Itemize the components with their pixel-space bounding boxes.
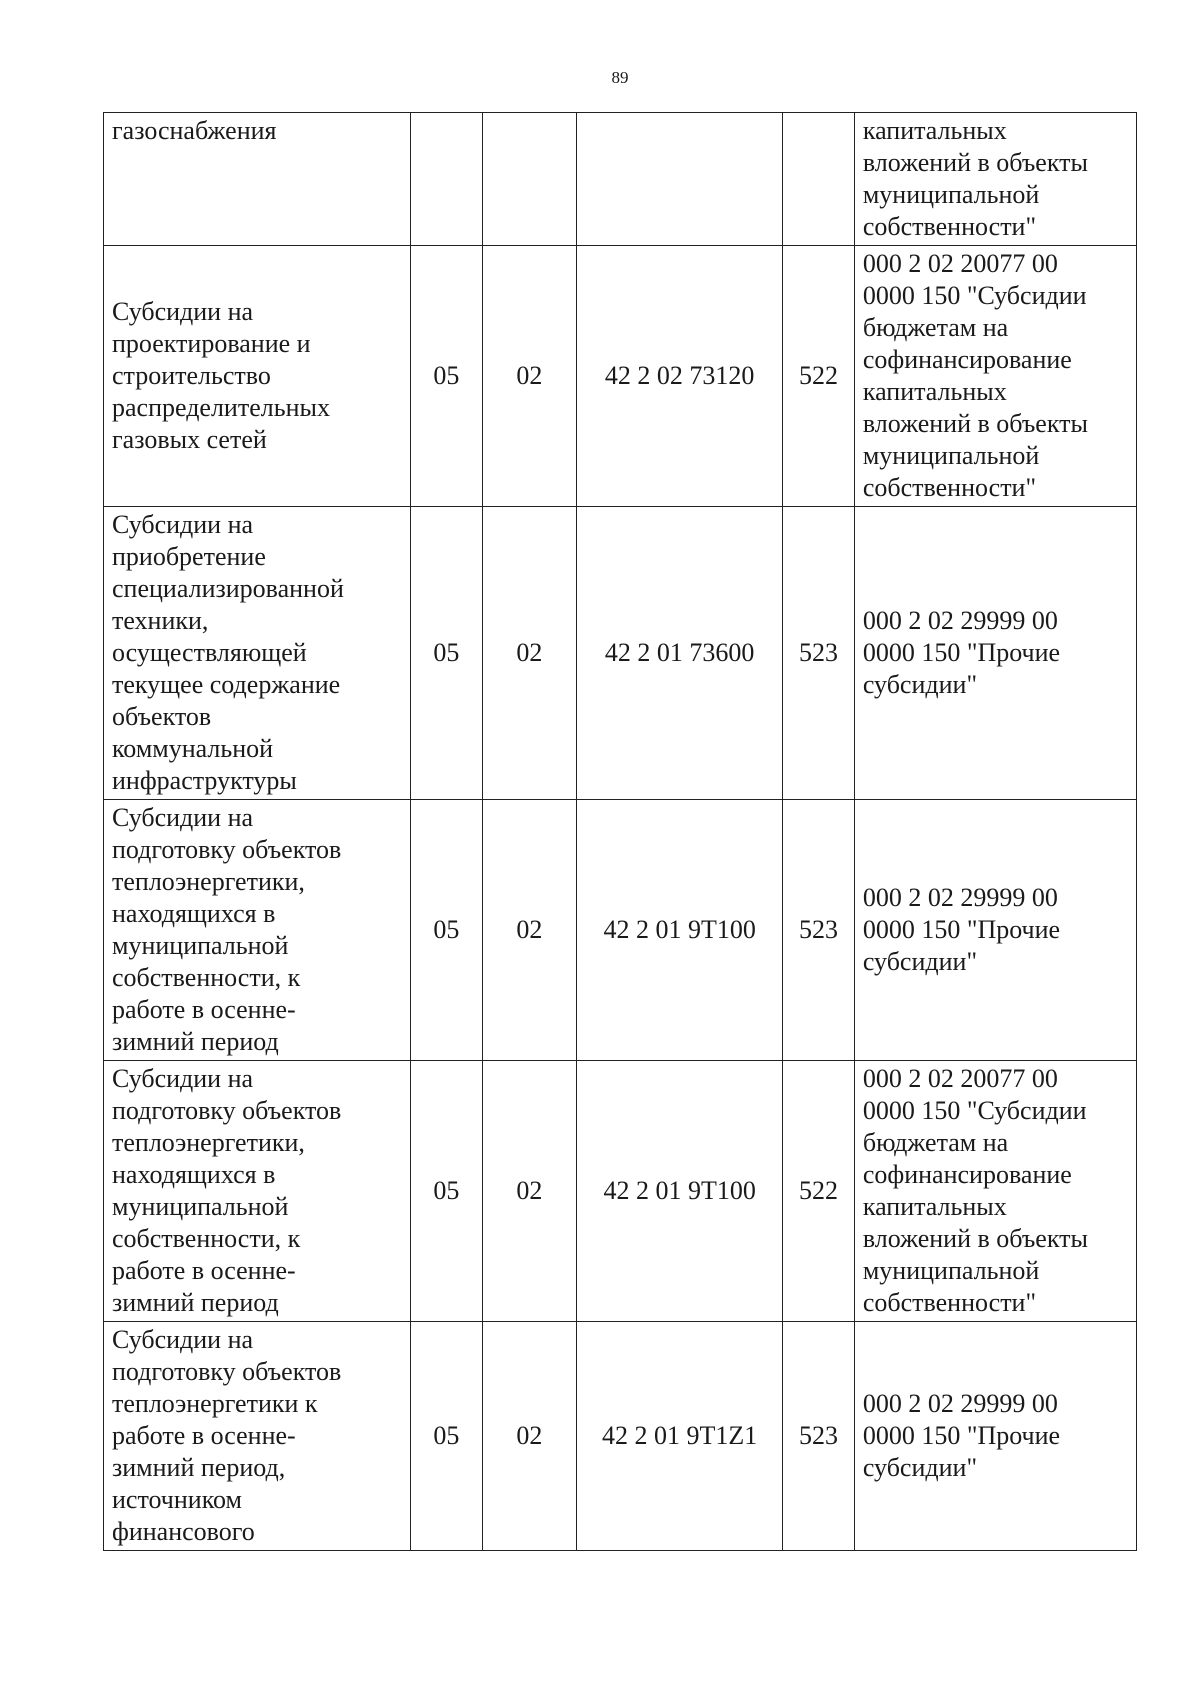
- target-code-cell: 42 2 01 9Т1Z1: [577, 1322, 783, 1551]
- expense-type-cell: 523: [783, 1322, 855, 1551]
- name-cell: газоснабжения: [104, 113, 411, 246]
- expense-type-cell: 522: [783, 246, 855, 507]
- subsection-cell: 02: [482, 1061, 576, 1322]
- table-row: [104, 246, 1137, 507]
- name-cell: Субсидии на подготовку объектов теплоэнергетики, находящихся в муниципальной собственности, к работе в осенне- зимний период: [104, 800, 411, 1061]
- table-row: [104, 113, 1137, 246]
- table-row: [104, 1322, 1137, 1551]
- expense-type-cell: 522: [783, 1061, 855, 1322]
- target-code-cell: 42 2 01 9Т100: [577, 1061, 783, 1322]
- subsection-cell: 02: [482, 800, 576, 1061]
- section-cell: 05: [411, 246, 483, 507]
- page-number: 89: [611, 68, 629, 87]
- subsection-cell: [482, 113, 576, 246]
- expense-type-cell: 523: [783, 507, 855, 800]
- name-cell: Субсидии на подготовку объектов теплоэнергетики к работе в осенне- зимний период, источником финансового: [104, 1322, 411, 1551]
- table-row: [104, 507, 1137, 800]
- section-cell: 05: [411, 1061, 483, 1322]
- revenue-code-cell: 000 2 02 29999 00 0000 150 "Прочие субсидии": [854, 507, 1136, 800]
- expense-type-cell: [783, 113, 855, 246]
- table-row: [104, 800, 1137, 1061]
- section-cell: 05: [411, 1322, 483, 1551]
- name-cell: Субсидии на подготовку объектов теплоэнергетики, находящихся в муниципальной собственности, к работе в осенне- зимний период: [104, 1061, 411, 1322]
- section-cell: [411, 113, 483, 246]
- section-cell: 05: [411, 800, 483, 1061]
- expense-type-cell: 523: [783, 800, 855, 1061]
- revenue-code-cell: капитальных вложений в объекты муниципальной собственности": [854, 113, 1136, 246]
- name-cell: Субсидии на проектирование и строительство распределительных газовых сетей: [104, 246, 411, 507]
- target-code-cell: 42 2 02 73120: [577, 246, 783, 507]
- subsection-cell: 02: [482, 1322, 576, 1551]
- revenue-code-cell: 000 2 02 20077 00 0000 150 "Субсидии бюджетам на софинансирование капитальных вложений в объекты муниципальной собственности": [854, 1061, 1136, 1322]
- revenue-code-cell: 000 2 02 29999 00 0000 150 "Прочие субсидии": [854, 1322, 1136, 1551]
- section-cell: 05: [411, 507, 483, 800]
- budget-table: [103, 112, 1137, 1551]
- target-code-cell: 42 2 01 9Т100: [577, 800, 783, 1061]
- target-code-cell: 42 2 01 73600: [577, 507, 783, 800]
- revenue-code-cell: 000 2 02 29999 00 0000 150 "Прочие субсидии": [854, 800, 1136, 1061]
- table-row: [104, 1061, 1137, 1322]
- name-cell: Субсидии на приобретение специализированной техники, осуществляющей текущее содержание объектов коммунальной инфраструктуры: [104, 507, 411, 800]
- target-code-cell: [577, 113, 783, 246]
- table-body: [104, 113, 1137, 1551]
- subsection-cell: 02: [482, 246, 576, 507]
- subsection-cell: 02: [482, 507, 576, 800]
- revenue-code-cell: 000 2 02 20077 00 0000 150 "Субсидии бюджетам на софинансирование капитальных вложений в объекты муниципальной собственности": [854, 246, 1136, 507]
